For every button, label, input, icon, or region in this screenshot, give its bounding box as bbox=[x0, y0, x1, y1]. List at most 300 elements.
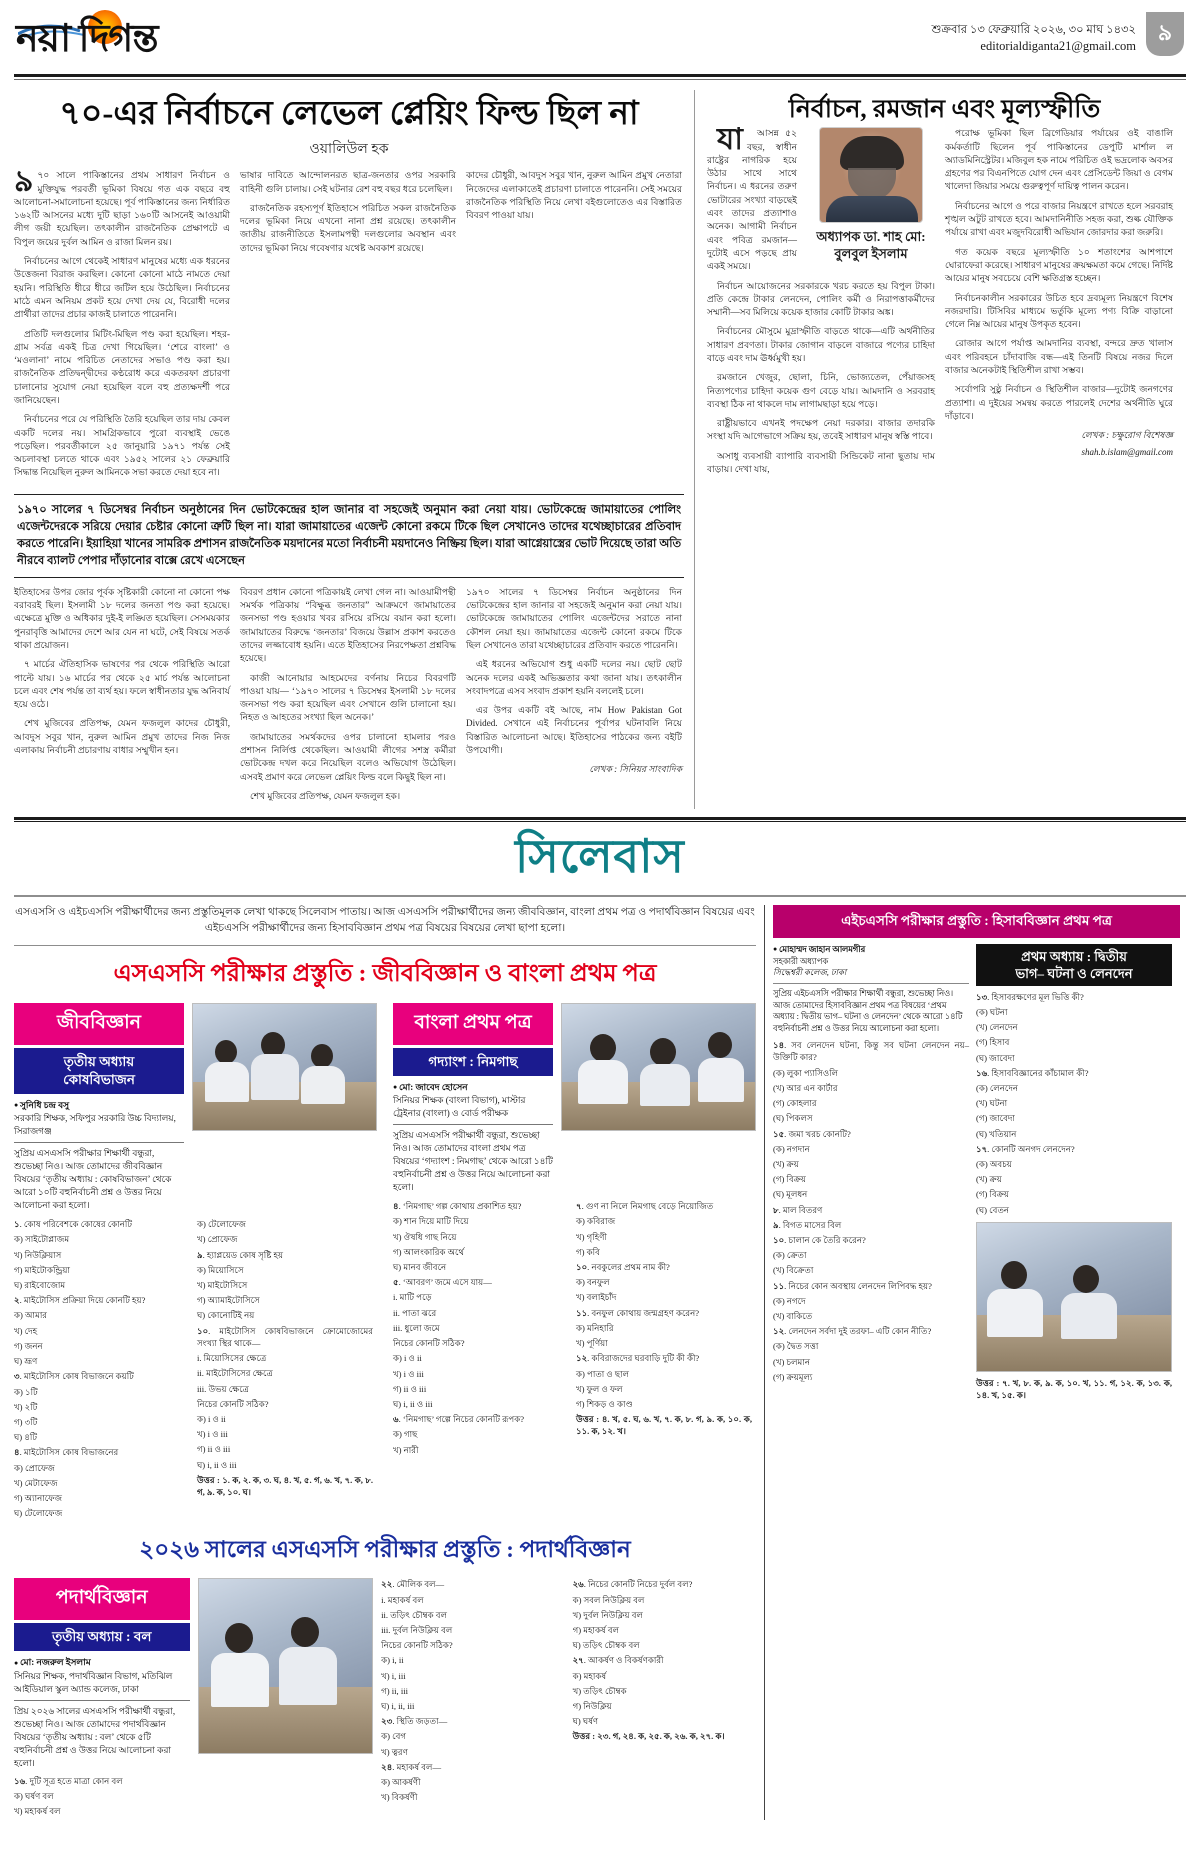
paragraph: রোজার আগে পর্যাপ্ত আমদানির ব্যবস্থা, বন্দরে দ্রুত খালাস এবং পরিবহনে চাঁদাবাজি বন্ধ—এই তিনটি বিষয়ে নজর দিলে বাজার অনেকটাই স্থিতিশীল রাখা সম্ভব। bbox=[945, 338, 1173, 375]
q-number: ১০ bbox=[773, 1234, 785, 1245]
author-block bbox=[807, 127, 935, 262]
option: ক) ১টি bbox=[14, 1386, 38, 1397]
biology-tags bbox=[14, 1003, 184, 1212]
q-text: আকর্ষণ ও বিকর্ষণকারী bbox=[588, 1655, 664, 1666]
classroom-photo-biology bbox=[192, 1003, 377, 1131]
photo-student-body bbox=[279, 1647, 337, 1705]
q-text: কোষ পরিবেশকে কোষের কোনটি bbox=[23, 1219, 133, 1230]
paragraph: সর্বোপরি সুষ্ঠু নির্বাচন ও স্থিতিশীল বাজার—দুটোই জনগণের প্রত্যাশা। এ দুইয়ের সমন্বয় করতে পারলেই দেশের অর্থনীতি ঘুরে দাঁড়াবে। bbox=[945, 384, 1173, 421]
option: ঘ) তড়িৎ চৌম্বক বল bbox=[572, 1640, 640, 1651]
option: খ) বিকর্ষণী bbox=[381, 1792, 418, 1803]
q-text: মহাকর্ষ বল— bbox=[396, 1761, 442, 1772]
option: (ক) লুকা প্যাসিওলি bbox=[773, 1067, 839, 1078]
option: খ) বলাইচাঁদ bbox=[576, 1292, 617, 1303]
masthead-meta bbox=[931, 12, 1136, 54]
q-text: মাইটোসিস কোষবিভাজনে ক্রোমোজোমের সংখ্যা স্থির থাকে— bbox=[197, 1325, 374, 1348]
option: (ক) নগদে bbox=[773, 1295, 806, 1306]
q-text: স্থিতি জড়তা— bbox=[396, 1716, 448, 1727]
chapter-line-1: তৃতীয় অধ্যায় bbox=[63, 1053, 135, 1069]
hsc-questions-right: ১৩. হিসাবরক্ষণের মূল ভিত্তি কী? (ক) ঘটনা (খ) লেনদেন (গ) হিসাব (ঘ) জাবেদা ১৬. হিসাববিজ্ঞানের কাঁচামাল কী? (ক) লেনদেন (খ) ঘটনা (গ) জাবেদা (ঘ) খতিয়ান ১৭. কোনটি অনগদ লেনদেন? (ক) অবচয় (খ) ক্রয় (গ) বিক্রয় (ঘ) বেতন bbox=[976, 991, 1172, 1216]
option: ঘ) টেলোফেজ bbox=[14, 1508, 63, 1519]
article-left bbox=[14, 90, 684, 809]
q-number: ৩ bbox=[14, 1371, 20, 1382]
paragraph: নির্বাচনের মৌসুমে মুদ্রাস্ফীতি বাড়তে থাকে—এটি অর্থনীতির সাধারণ প্রবণতা। টাকার জোগান বাড়লে বাজারে পণ্যের চাহিদা বাড়ে এবং দাম ঊর্ধ্বমুখী হয়। bbox=[707, 326, 935, 363]
bangla-q-column-right bbox=[576, 1200, 752, 1458]
physics-q-column-a bbox=[381, 1578, 564, 1820]
photo-student-body bbox=[301, 1066, 345, 1104]
option: (খ) লেনদেন bbox=[976, 1022, 1018, 1033]
newspaper-logo[interactable] bbox=[16, 12, 226, 66]
masthead-rule-thin bbox=[14, 79, 1186, 80]
paragraph: নির্বাচন আয়োজনের সরকারকে খরচ করতে হয় বিপুল টাকা। প্রতি কেন্দ্রে টাকার লেনদেন, পোলিং কর্মী ও নিরাপত্তাকর্মীদের সম্মানী—সব মিলিয়ে কয়েক হাজার কোটি টাকার অঙ্ক। bbox=[707, 280, 935, 318]
option: খ) ফুল ও ফল bbox=[576, 1383, 623, 1394]
option: (গ) বিক্রয় bbox=[976, 1189, 1009, 1200]
option: (খ) ক্রয় bbox=[976, 1174, 1002, 1185]
paragraph: রমজানে খেজুর, ছোলা, চিনি, ভোজ্যতেল, পেঁয়াজসহ নিত্যপণ্যের চাহিদা কয়েক গুণ বেড়ে যায়। আমদানি ও সরবরাহ ব্যবস্থা ঠিক না থাকলে দাম লাগামছাড়া হয়ে পড়ে। bbox=[707, 372, 935, 409]
paragraph: জামায়াতের সমর্থকদের ওপর চালানো হামলার পরও প্রশাসন নির্লিপ্ত থেকেছিল। আওয়ামী লীগের সশস্ত্র কর্মীরা ভোটকেন্দ্র দখল করে নিয়েছিল বলেও অভিযোগ উঠেছিল। এসবই প্রমাণ করে লেভেল প্লেয়িং ফিল্ড বলে কিছুই ছিল না। bbox=[240, 731, 456, 782]
physics-q-column-b bbox=[573, 1578, 756, 1820]
q-text: নিচের কোনটি নিচের দুর্বল বল? bbox=[588, 1579, 693, 1590]
physics-q-first: ১৬. দুটি সূত্র হতে মাত্রা কোন বল ক) ঘর্ষণ বল খ) মহাকর্ষ বল bbox=[14, 1775, 190, 1818]
photo-student-head bbox=[1073, 1265, 1099, 1293]
q-text: হিসাববিজ্ঞানের কাঁচামাল কী? bbox=[991, 1067, 1089, 1078]
syllabus-rule bbox=[14, 895, 1186, 897]
option: i. মিয়োসিসের ক্ষেত্রে bbox=[197, 1353, 267, 1364]
sub-question: নিচের কোনটি সঠিক? bbox=[381, 1640, 453, 1651]
option: (ক) ঘটনা bbox=[976, 1007, 1008, 1018]
q-number: ৯ bbox=[197, 1249, 203, 1260]
divider bbox=[14, 1142, 184, 1143]
ssc-two-subjects bbox=[14, 1003, 756, 1523]
paragraph: বিবরণ প্রধান কোনো পত্রিকায়ই লেখা গেল না। আওয়ামীপন্থী সমর্থক পত্রিকায় “বিক্ষুব্ধ জনতার” আক্রমণে জামায়াতের জনসভা পণ্ড হওয়ার খবর রসিয়ে রসিয়ে বয়ান করা হলো। জামায়াতের বিরুদ্ধে ‘জনতার’ বিজয়ে উল্লাস প্রকাশ করতেও তাদের লজ্জাবোধ হয়নি। এতে ইতিহাসের নিরপেক্ষতা প্রশ্নবিদ্ধ হয়েছে। bbox=[240, 586, 456, 664]
hsc-section bbox=[764, 905, 1180, 1821]
photo-hair bbox=[840, 136, 904, 170]
option: ক) প্রোফেজ bbox=[14, 1462, 55, 1473]
q-number: ১০ bbox=[197, 1325, 209, 1336]
biology-q-column-left bbox=[14, 1218, 190, 1522]
bangla-teacher bbox=[393, 1081, 553, 1194]
paragraph: অসাধু ব্যবসায়ী ব্যাপারি ব্যবসায়ী সিন্ডিকেট নানা ছুতায় দাম বাড়ায়। দেখা যায়, bbox=[707, 450, 935, 475]
biology-subject-tag: জীববিজ্ঞান bbox=[14, 1003, 184, 1045]
article-left-signature: লেখক : সিনিয়র সাংবাদিক bbox=[589, 764, 682, 775]
photo-student-body bbox=[578, 1060, 628, 1104]
option: ক) আমার bbox=[14, 1310, 48, 1321]
option: খ) মহাকর্ষ বল bbox=[14, 1806, 61, 1817]
article-column-6 bbox=[466, 586, 682, 809]
option: ক) i, ii bbox=[381, 1655, 404, 1666]
photo-student-head bbox=[215, 1040, 237, 1064]
option: গ) অ্যানাফেজ bbox=[14, 1492, 63, 1503]
paragraph: ১৯৭০ সালের ৭ ডিসেম্বর নির্বাচন অনুষ্ঠানের দিন ভোটকেন্দ্রের হাল জানার বা সহজেই অনুমান করা নেয়া যায়। ভোটকেন্দ্রে জামায়াতের পোলিং এজেন্টদের সরাতে নানা কৌশল নেয়া হয়। জামায়াতের এজেন্ট কোনো রকমে টিকে ছিল সেখানেও তারা যথেচ্ছাচারের প্রতিবাদ করতে পারেননি। bbox=[466, 586, 682, 650]
biology-intro: সুপ্রিয় এসএসসি পরীক্ষার শিক্ষার্থী বন্ধুরা, শুভেচ্ছা নিও। আজ তোমাদের জীববিজ্ঞান বিষয়ের ‘তৃতীয় অধ্যায় : কোষবিভাজন’ থেকে আরো ১০টি বহুনির্বাচনী প্রশ্ন ও উত্তর নিয়ে আলোচনা করা হলো। bbox=[14, 1148, 172, 1211]
photo-student-head bbox=[291, 1617, 319, 1647]
q-number: ১১ bbox=[576, 1307, 588, 1318]
option: খ) i ও iii bbox=[197, 1429, 228, 1440]
paragraph: ইতিহাসের উপর জোর পূর্বক সৃষ্টিকারী কোনো না কোনো পক্ষ বরাবরই ছিল। ইসলামী ১৮ দলের জনতা পণ্ড করা হয়েছে। এক্ষেত্রে মুক্তি ও অধিকার দুই-ই লঙ্ঘিত হয়েছিল। সেসময়কার পুনরাবৃত্তি আমাদের দেশে আর যেন না ঘটে, সেই বিষয়ে সতর্ক থাকা প্রয়োজন। bbox=[14, 586, 230, 650]
paragraph: রাজনৈতিক রহস্যপূর্ণ ইতিহাসে পরিচিত সকল রাজনৈতিক দলের ভূমিকা নিয়ে এখনো নানা প্রশ্ন রয়েছে। তৎকালীন জাতীয় রাজনীতিতে ইসলামপন্থী দলগুলোর অবস্থান এবং তাদের ভূমিকা নিয়ে গবেষণার যথেষ্ট অবকাশ রয়েছে। bbox=[240, 202, 456, 253]
option: (ক) লেনদেন bbox=[976, 1083, 1019, 1094]
bangla-block bbox=[393, 1003, 756, 1523]
option: ক) সবল নিউক্লিয় বল bbox=[572, 1594, 645, 1605]
option: ঘ) রাইবোজোম bbox=[14, 1280, 66, 1291]
q-number: ৯ bbox=[773, 1219, 779, 1230]
option: ক) ঘর্ষণ বল bbox=[14, 1790, 54, 1801]
physics-teacher bbox=[14, 1656, 190, 1769]
photo-student-head bbox=[650, 1038, 676, 1066]
biology-chapter-tag bbox=[14, 1048, 184, 1094]
q-text: হ্যাপ্লয়েড কোষ সৃষ্টি হয় bbox=[206, 1249, 284, 1260]
option: ক) বেগ bbox=[381, 1731, 407, 1742]
editorial-email[interactable]: editorialdiganta21@gmail.com bbox=[980, 39, 1136, 53]
q-text: নবকুলের প্রথম নাম কী? bbox=[591, 1262, 670, 1273]
option: ক) মনিহারি bbox=[576, 1322, 614, 1333]
option: (গ) হিসাব bbox=[976, 1037, 1010, 1048]
bangla-chapter-tag: গদ্যাংশ : নিমগাছ bbox=[393, 1048, 553, 1076]
classroom-photo-bangla bbox=[561, 1003, 756, 1131]
option: (ক) নগদান bbox=[773, 1143, 810, 1154]
classroom-photo-physics bbox=[198, 1578, 374, 1754]
author-photo bbox=[819, 127, 923, 223]
paragraph: যাআসন্ন ৫২ বছর, স্বাধীন রাষ্ট্রের নাগরিক হয়ে উঠার সাথে সাথে নির্বাচন। এ ধরনের তরুণ ভোটারের সংখ্যা বাড়ছেই এবং তাদের প্রত্যাশাও অনেক। আগামী নির্বাচন এবং পবিত্র রমজান—দুটোই এসে পড়ছে প্রায় একই সময়ে। bbox=[707, 123, 797, 272]
q-text: বনফুল কোথায় জন্মগ্রহণ করেন? bbox=[591, 1307, 700, 1318]
q-number: ২৩ bbox=[381, 1716, 393, 1727]
ssc-heading: এসএসসি পরীক্ষার প্রস্তুতি : জীববিজ্ঞান ও বাংলা প্রথম পত্র bbox=[113, 960, 657, 987]
option: ii. তড়িৎ চৌম্বক বল bbox=[381, 1609, 447, 1620]
option: (ঘ) বেতন bbox=[976, 1204, 1010, 1215]
hsc-intro: সুপ্রিয় এইচএসসি পরীক্ষার শিক্ষার্থী বন্ধুরা, শুভেচ্ছা নিও। আজ তোমাদের হিসাববিজ্ঞান প্রথম পত্র বিষয়ের ‘প্রথম অধ্যায় : দ্বিতীয় ভাগ– ঘটনা ও লেনদেন’ থেকে আরো ১৪টি বহুনির্বাচনী প্রশ্ন ও উত্তর নিয়ে আলোচনা করা হলো। bbox=[773, 988, 963, 1033]
bangla-subject-tag: বাংলা প্রথম পত্র bbox=[393, 1003, 553, 1045]
option: ক) সাইটোপ্লাজম bbox=[14, 1234, 70, 1245]
paragraph: কাদের চৌধুরী, আবদুস সবুর খান, নুরুল আমিন প্রমুখ নেতারা নিজেদের এলাকাতেই প্রচারণা চালাতে পারেননি। সেই সময়ের রাজনৈতিক পরিস্থিতি নিয়ে লেখা বইগুলোতেও এর বিস্তারিত বিবরণ পাওয়া যায়। bbox=[466, 170, 683, 221]
option: iii. দুর্বল নিউক্লিয় বল bbox=[381, 1624, 453, 1635]
paragraph: নির্বাচনের আগে থেকেই সাধারণ মানুষের মধ্যে এক ধরনের উত্তেজনা বিরাজ করছিল। কোনো কোনো মাঠে নামতে দেয়া হয়নি। পরিস্থিতি ধীরে ধীরে জটিল হয়ে উঠেছিল। নির্বাচনের মাঠে এমন অনিয়ম প্রকট হয়ে দেখা দেয় যে, বিরোধী দলের প্রার্থীরা তাদের প্রচার কাজই চালাতে পারেননি। bbox=[14, 256, 230, 320]
q-number: ৫ bbox=[393, 1277, 399, 1288]
option: গ) ii, iii bbox=[381, 1685, 409, 1696]
option: (খ) ক্রয় bbox=[773, 1158, 799, 1169]
article-column-1 bbox=[14, 165, 230, 486]
article-right-columns bbox=[707, 123, 1182, 482]
answer-key: উত্তর : ৭. খ, ৮. ক, ৯. ক, ১০. খ, ১১. গ, ১২. ক, ১৩. ক, ১৪. খ, ১৫. ক। bbox=[976, 1377, 1172, 1401]
paragraph: নির্বাচনকালীন সরকারের উচিত হবে দ্রব্যমূল্য নিয়ন্ত্রণে বিশেষ নজরদারি। টিসিবির মাধ্যমে ভর্তুকি মূল্যে পণ্য বিক্রি বাড়ানো গেলে নিম্ন আয়ের মানুষ উপকৃত হবেন। bbox=[945, 292, 1173, 330]
option: খ) গৃহিণী bbox=[576, 1231, 607, 1242]
hsc-column-right bbox=[976, 944, 1172, 1404]
bangla-intro: সুপ্রিয় এসএসসি পরীক্ষার্থী বন্ধুরা, শুভেচ্ছা নিও। আজ তোমাদের বাংলা প্রথম পত্র বিষয়ের ‘গদ্যাংশ : নিমগাছ’ থেকে আরো ১৪টি বহুনির্বাচনী প্রশ্ন ও উত্তর নিয়ে আলোচনা করা হলো। bbox=[393, 1130, 553, 1193]
article-left-headline: ৭০-এর নির্বাচনে লেভেল প্লেয়িং ফিল্ড ছিল না bbox=[59, 96, 639, 132]
answer-key: উত্তর : ৪. খ, ৫. ঘ, ৬. খ, ৭. ক, ৮. গ, ৯. ক, ১০. ক, ১১. ক, ১২. খ। bbox=[576, 1414, 752, 1437]
q-number: ১৬ bbox=[976, 1067, 988, 1078]
paragraph: গত কয়েক বছরে মূল্যস্ফীতি ১০ শতাংশের আশপাশে ঘোরাফেরা করেছে। সাধারণ মানুষের ক্রয়ক্ষমতা কমে গেছে। নির্দিষ্ট আয়ের মানুষ সবচেয়ে বেশি ক্ষতিগ্রস্ত হচ্ছেন। bbox=[945, 246, 1173, 284]
chapter-line-2: কোষবিভাজন bbox=[63, 1071, 135, 1087]
classroom-photo-hsc bbox=[976, 1222, 1172, 1372]
photo-student-body bbox=[1061, 1293, 1117, 1339]
question-list: ৪. ‘নিমগাছ’ গল্প কোথায় প্রকাশিত হয়? ক) শান দিয়ে মাটি দিয়ে খ) ঔষধি গাছ নিয়ে গ) আলংকারিক অর্থে ঘ) মানব জীবনে ৫. ‘আবরণ’ জমে এসে যায়— i. মাটি পড়ে ii. পাতা ঝরে iii. ধুলো জমে নিচের কোনটি সঠিক? ক) i ও ii খ) i ও iii গ) ii ও iii ঘ) i, ii ও iii ৬. ‘নিমগাছ’ গল্পে নিচের কোনটি রূপক? ক) গাছ খ) নারী bbox=[393, 1200, 569, 1455]
biology-q-column-right bbox=[197, 1218, 373, 1522]
teacher-role-line-2: সিদ্ধেশ্বরী কলেজ, ঢাকা bbox=[773, 968, 847, 978]
q-number: ১৩ bbox=[976, 991, 988, 1002]
paragraph: এর উপর একটি বই আছে, নাম How Pakistan Got Divided. সেখানে এই নির্বাচনের পূর্বাপর ঘটনাবলি নিয়ে বিস্তারিত আলোচনা আছে। ইতিহাসের পাঠকের জন্য বইটি উপযোগী। bbox=[466, 705, 682, 756]
paragraph: প্রতিটি দলগুলোর মিটিং-মিছিল পণ্ড করা হয়েছিল। শহর-গ্রাম সর্বত্র একই চিত্র দেখা গিয়েছিল। ‘শেরে বাংলা’ ও ‘মওলানা’ নামে পরিচিত নেতাদের সভাও পণ্ড করা হয়। রাজনৈতিক প্রতিদ্বন্দ্বীদের কণ্ঠরোধ করে একতরফা প্রচারণা চালানোর সুযোগ নেয়া হয়েছিল বলে বহু প্রত্যক্ষদর্শী পরে জানিয়েছেন। bbox=[14, 328, 230, 405]
option: খ) নারী bbox=[393, 1444, 419, 1455]
option: খ) দেহ bbox=[14, 1325, 38, 1336]
q-text: নিচের কোন অবস্থায় লেনদেন লিপিবদ্ধ হয়? bbox=[788, 1280, 932, 1291]
option: ঘ) i, ii ও iii bbox=[393, 1398, 433, 1409]
logo-text: নয়া দিগন্ত bbox=[16, 18, 158, 60]
option: গ) ৩টি bbox=[14, 1416, 38, 1427]
option: (খ) বিক্রেতা bbox=[773, 1265, 814, 1276]
bangla-questions bbox=[393, 1200, 756, 1458]
teacher-role: সরকারি শিক্ষক, সফিপুর সরকারি উচ্চ বিদ্যালয়, সিরাজগঞ্জ bbox=[14, 1113, 176, 1137]
option: (ঘ) জাবেদা bbox=[976, 1052, 1015, 1063]
option: (খ) ঘটনা bbox=[976, 1098, 1008, 1109]
question-list: ৭. গুণ না নিলে নিমগাছ বেড়ে নিয়োজিত ক) কবিরাজ খ) গৃহিণী গ) কবি ১০. নবকুলের প্রথম নাম কী? ক) বনফুল খ) বলাইচাঁদ ১১. বনফুল কোথায় জন্মগ্রহণ করেন? ক) মনিহারি খ) পূর্ণিয়া ১২. কবিরাজদের ঘরবাড়ি দুটি কী কী? ক) পাতা ও ছাল খ) ফুল ও ফল গ) শিকড় ও কাণ্ড উত্তর : ৪. খ, ৫. ঘ, ৬. খ, ৭. ক, ৮. গ, ৯. ক, ১০. ক, ১১. ক, ১২. খ। bbox=[576, 1201, 752, 1437]
masthead bbox=[14, 0, 1186, 72]
paragraph: কাজী আনোয়ার আহমেদের বর্ণনায় নিচের বিবরণটি পাওয়া যায়— ‘১৯৭০ সালের ৭ ডিসেম্বর ইসলামী ১৮ দলের জনসভা পণ্ড করা হয়েছিল এবং সেখানে গুলি চালানো হয়। নিহত ও আহতের সংখ্যা ছিল অনেক।’ bbox=[240, 672, 456, 723]
question-list: ক) টেলোফেজ খ) প্রোফেজ ৯. হ্যাপ্লয়েড কোষ সৃষ্টি হয় ক) মিয়োসিসে খ) মাইটোসিসে গ) অ্যামাইটোসিসে ঘ) কোনোটিই নয় ১০. মাইটোসিস কোষবিভাজনে ক্রোমোজোমের সংখ্যা স্থির থাকে— i. মিয়োসিসের ক্ষেত্রে ii. মাইটোসিসের ক্ষেত্রে iii. উভয় ক্ষেত্রে নিচের কোনটি সঠিক? ক) i ও ii খ) i ও iii গ) ii ও iii ঘ) i, ii ও iii উত্তর : ১. ক, ২. ক, ৩. ঘ, ৪. খ, ৫. গ, ৬. খ, ৭. ক, ৮. গ, ৯. ক, ১০. ঘ। bbox=[197, 1219, 374, 1497]
chapter-line-2: ভাগ– ঘটনা ও লেনদেন bbox=[1015, 965, 1133, 981]
publication-date: শুক্রবার ১৩ ফেব্রুয়ারি ২০২৬, ৩০ মাঘ ১৪৩২ bbox=[931, 24, 1136, 36]
q-text: বিগত মাসের বিল bbox=[782, 1219, 842, 1230]
teacher-name: ● মোহাম্মদ জাহান আলমগীর bbox=[773, 944, 969, 956]
option: ক) i ও ii bbox=[393, 1353, 422, 1364]
bangla-tags bbox=[393, 1003, 553, 1194]
bangla-header-row bbox=[393, 1003, 756, 1194]
sub-question: নিচের কোনটি সঠিক? bbox=[393, 1338, 465, 1349]
q-number: ৭ bbox=[576, 1201, 582, 1212]
q-text: দুটি সূত্র হতে মাত্রা কোন বল bbox=[29, 1775, 123, 1786]
option: (গ) জাবেদা bbox=[976, 1113, 1015, 1124]
paragraph: শেখ মুজিবের প্রতিপক্ষ, যেমন ফজলুল কাদের চৌধুরী, আবদুস সবুর খান, নুরুল আমিন প্রমুখ তাদের নিজ নিজ এলাকায় নির্বাচনী প্রচারণায় বাধার সম্মুখীন হন। bbox=[14, 718, 230, 756]
q-text: ‘আবরণ’ জমে এসে যায়— bbox=[402, 1277, 492, 1288]
q-number: ৮ bbox=[773, 1204, 779, 1215]
option: খ) তড়িৎ চৌম্বক bbox=[572, 1685, 627, 1696]
q-number: ১১ bbox=[773, 1280, 785, 1291]
article-column-4 bbox=[14, 586, 230, 809]
option: (গ) ক্রয়মূল্য bbox=[773, 1371, 813, 1382]
syllabus-body bbox=[14, 905, 1186, 1821]
option: গ) কবি bbox=[576, 1246, 600, 1257]
option: খ) মেটাফেজ bbox=[14, 1477, 58, 1488]
article-right-column-2 bbox=[945, 127, 1173, 482]
teacher-role-line-1: সহকারী অধ্যাপক bbox=[773, 956, 829, 966]
option: ঘ) মানব জীবনে bbox=[393, 1262, 447, 1273]
article-left-columns-top bbox=[14, 165, 684, 486]
option: ii. পাতা ঝরে bbox=[393, 1307, 437, 1318]
q-number: ২২ bbox=[381, 1579, 393, 1590]
q-text: মাইটোসিস কোষ বিভাজনের bbox=[23, 1447, 119, 1458]
physics-tags bbox=[14, 1578, 190, 1820]
answer-key: উত্তর : ২৩. গ, ২৪. ক, ২৫. ক, ২৬. ক, ২৭. ক। bbox=[572, 1731, 725, 1742]
question-list: ২২. মৌলিক বল— i. মহাকর্ষ বল ii. তড়িৎ চৌম্বক বল iii. দুর্বল নিউক্লিয় বল নিচের কোনটি সঠিক? ক) i, ii খ) i, iii গ) ii, iii ঘ) i, ii, iii ২৩. স্থিতি জড়তা— ক) বেগ খ) ত্বরণ ২৪. মহাকর্ষ বল— ক) আকর্ষণী খ) বিকর্ষণী bbox=[381, 1578, 564, 1803]
paragraph: ভাষার দাবিতে আন্দোলনরত ছাত্র-জনতার ওপর সরকারি বাহিনী গুলি চালায়। সেই ঘটনার রেশ বহু বছর ধরে চলেছিল। bbox=[240, 170, 456, 194]
q-text: ‘নিমগাছ’ গল্পে নিচের কোনটি রূপক? bbox=[402, 1414, 525, 1425]
option: ii. মাইটোসিসের ক্ষেত্রে bbox=[197, 1368, 273, 1379]
option: i. মাটি পড়ে bbox=[393, 1292, 432, 1303]
paragraph: নির্বাচনের পরে যে পরিস্থিতি তৈরি হয়েছিল তার দায় কেবল একটি দলের নয়। সামগ্রিকভাবে পুরো ব্যবস্থাই ভেঙে পড়েছিল। পরবর্তীকালে ২৫ জানুয়ারি ১৯৭১ পর্যন্ত সেই অচলাবস্থা চলতে থাকে এবং ১৯৫২ সালের ২১ ফেব্রুয়ারি সিদ্ধান্ত নিয়েছিল নুরুল আমিনকে সভা করতে দেয়া হবে না। bbox=[14, 414, 230, 478]
syllabus-intro: এসএসসি ও এইচএসসি পরীক্ষার্থীদের জন্য প্রস্তুতিমূলক লেখা থাকছে সিলেবাস পাতায়। আজ এসএসসি পরীক্ষার্থীদের জন্য জীববিজ্ঞান, বাংলা প্রথম পত্র ও পদার্থবিজ্ঞান বিষয়ের এবং এইচএসসি পরীক্ষার্থীদের জন্য হিসাববিজ্ঞান প্রথম পত্র বিষয়ের বিষয়ের লেখা ছাপা হলো। bbox=[14, 905, 756, 946]
paragraph: শেখ মুজিবের প্রতিপক্ষ, যেমন ফজলুল হক। bbox=[250, 790, 401, 801]
q-number: ২৬ bbox=[572, 1579, 584, 1590]
option: (ঘ) মূলধন bbox=[773, 1189, 808, 1200]
ssc-section bbox=[14, 905, 756, 1821]
option: খ) ঔষধি গাছ নিয়ে bbox=[393, 1231, 457, 1242]
article-column-3 bbox=[466, 169, 682, 486]
q-text: কবিরাজদের ঘরবাড়ি দুটি কী কী? bbox=[591, 1353, 700, 1364]
option: খ) i ও iii bbox=[393, 1368, 424, 1379]
option: iii. উভয় ক্ষেত্রে bbox=[197, 1383, 249, 1394]
option: ঘ) i, ii, iii bbox=[381, 1700, 415, 1711]
physics-block bbox=[14, 1578, 756, 1820]
option: ক) মহাকর্ষ bbox=[572, 1670, 607, 1681]
top-articles bbox=[14, 90, 1186, 809]
divider bbox=[773, 983, 969, 984]
photo-student-head bbox=[708, 1032, 732, 1058]
author-name-line-1: অধ্যাপক ডা. শাহ মো: bbox=[816, 229, 926, 245]
teacher-name: ● মো: নজরুল ইসলাম bbox=[14, 1656, 190, 1669]
answer-key: উত্তর : ১. ক, ২. ক, ৩. ঘ, ৪. খ, ৫. গ, ৬. খ, ৭. ক, ৮. গ, ৯. ক, ১০. ঘ। bbox=[197, 1474, 373, 1497]
q-number: ১৪ bbox=[773, 1040, 785, 1051]
option: গ) ii ও iii bbox=[197, 1444, 231, 1455]
option: গ) জনন bbox=[14, 1340, 43, 1351]
paragraph: এই ধরনের অভিযোগ শুধু একটি দলের নয়। ছোট ছোট অনেক দলের একই অভিজ্ঞতার কথা জানা যায়। তৎকালীন সংবাদপত্রে এসব সংবাদ প্রকাশ হয়নি বললেই চলে। bbox=[466, 659, 682, 696]
hsc-answer-block bbox=[976, 1377, 1172, 1401]
option: (খ) আর এন কার্টার bbox=[773, 1082, 838, 1093]
photo-student-head bbox=[311, 1044, 333, 1068]
option: (গ) বিক্রয় bbox=[773, 1174, 806, 1185]
option: খ) পূর্ণিয়া bbox=[576, 1338, 608, 1349]
chapter-line-1: প্রথম অধ্যায় : দ্বিতীয় bbox=[1021, 948, 1127, 964]
option: খ) মাইটোসিসে bbox=[197, 1280, 248, 1291]
physics-heading: ২০২৬ সালের এসএসসি পরীক্ষার প্রস্তুতি : পদার্থবিজ্ঞান bbox=[139, 1537, 631, 1563]
teacher-name: ● মো: জাবেদ হোসেন bbox=[393, 1081, 553, 1094]
option: ক) পাতা ও ছাল bbox=[576, 1368, 630, 1379]
option: ক) শান দিয়ে মাটি দিয়ে bbox=[393, 1216, 469, 1227]
physics-intro: প্রিয় ২০২৬ সালের এসএসসি পরীক্ষার্থী বন্ধুরা, শুভেচ্ছা নিও। আজ তোমাদের পদার্থবিজ্ঞান বিষয়ের ‘তৃতীয় অধ্যায় : বল’ থেকে ৫টি বহুনির্বাচনী প্রশ্ন ও উত্তর নিয়ে আলোচনা করা হলো। bbox=[14, 1705, 176, 1768]
teacher-role: সিনিয়র শিক্ষক (বাংলা বিভাগ), মাস্টার ট্রেইনার (বাংলা) ও বোর্ড পরীক্ষক bbox=[393, 1095, 526, 1119]
option: গ) মাইটোকন্ড্রিয়া bbox=[14, 1264, 70, 1275]
teacher-name: ● সুনিধি চন্দ্র বসু bbox=[14, 1099, 184, 1112]
biology-teacher bbox=[14, 1099, 184, 1212]
option: ক) i ও ii bbox=[197, 1413, 226, 1424]
q-number: ৪ bbox=[14, 1447, 20, 1458]
option: গ) শিকড় ও কাণ্ড bbox=[576, 1398, 633, 1409]
q-number: ১ bbox=[14, 1219, 20, 1230]
q-text: সব লেনদেন ঘটনা, কিন্তু সব ঘটনা লেনদেন নয়– উক্তিটি কার? bbox=[773, 1040, 969, 1063]
hsc-teacher bbox=[773, 944, 969, 1034]
bangla-q-column-left bbox=[393, 1200, 569, 1458]
teacher-role: সিনিয়র শিক্ষক, পদার্থবিজ্ঞান বিভাগ, মতিঝিল আইডিয়াল স্কুল অ্যান্ড কলেজ, ঢাকা bbox=[14, 1670, 173, 1694]
q-number: ২ bbox=[14, 1295, 20, 1306]
paragraph: রাষ্ট্রীয়ভাবে এখনই পদক্ষেপ নেয়া দরকার। বাজার তদারকি সংস্থা যদি আগেভাগে সক্রিয় হয়, তবেই সাধারণ মানুষ স্বস্তি পাবে। bbox=[707, 418, 935, 442]
option: গ) অ্যামাইটোসিসে bbox=[197, 1295, 260, 1306]
physics-subject-tag: পদার্থবিজ্ঞান bbox=[14, 1578, 190, 1620]
biology-block bbox=[14, 1003, 377, 1523]
photo-shirt bbox=[826, 196, 918, 222]
q-number: ১৭ bbox=[976, 1143, 988, 1154]
option: খ) ত্বরণ bbox=[381, 1746, 408, 1757]
option: ঘ) কোনোটিই নয় bbox=[197, 1310, 255, 1321]
page-number-badge: ৯ bbox=[1146, 12, 1184, 56]
q-text: মাইটোসিস প্রক্রিয়া দিয়ে কোনটি হয়? bbox=[23, 1295, 146, 1306]
q-number: ১০ bbox=[576, 1262, 588, 1273]
option: (খ) বাকিতে bbox=[773, 1310, 813, 1321]
q-text: জমা খরচ কোনটি? bbox=[788, 1128, 851, 1139]
divider bbox=[14, 1700, 190, 1701]
paragraph: ৭ মার্চের ঐতিহাসিক ভাষণের পর থেকে পরিস্থিতি আরো পাল্টে যায়। ১৬ মার্চের পর থেকে ২৫ মার্চ পর্যন্ত আলোচনা চলে এবং শেষ পর্যন্ত তা ব্যর্থ হয়। ফলে স্বাধীনতার যুদ্ধ অনিবার্য হয়ে ওঠে। bbox=[14, 659, 230, 710]
photo-student-body bbox=[640, 1064, 690, 1106]
q-text: ‘নিমগাছ’ গল্প কোথায় প্রকাশিত হয়? bbox=[402, 1201, 522, 1212]
photo-student-body bbox=[211, 1653, 269, 1707]
option: (গ) কোহলার bbox=[773, 1098, 817, 1109]
hsc-questions-left: ১৪. সব লেনদেন ঘটনা, কিন্তু সব ঘটনা লেনদেন নয়– উক্তিটি কার? (ক) লুকা প্যাসিওলি (খ) আর এন কার্টার (গ) কোহলার (ঘ) পিকলস ১৫. জমা খরচ কোনটি? (ক) নগদান (খ) ক্রয় (গ) বিক্রয় (ঘ) মূলধন ৮. মাল বিতরণ ৯. বিগত মাসের বিল ১০. চালান কে তৈরি করেন? (ক) ক্রেতা (খ) বিক্রেতা ১১. নিচের কোন অবস্থায় লেনদেন লিপিবদ্ধ হয়? (ক) নগদে (খ) বাকিতে ১২. লেনদেন সর্বদা দুই তরফা– এটি কোন নীতি? (ক) দ্বৈত সত্তা (খ) চলমান (গ) ক্রয়মূল্য bbox=[773, 1040, 969, 1382]
option: (খ) চলমান bbox=[773, 1356, 810, 1367]
masthead-right bbox=[931, 12, 1184, 56]
option: ক) কবিরাজ bbox=[576, 1216, 616, 1227]
option: ক) আকর্ষণী bbox=[381, 1776, 421, 1787]
article-column-5 bbox=[240, 586, 456, 809]
option: খ) ২টি bbox=[14, 1401, 38, 1412]
option: ঘ) i, ii ও iii bbox=[197, 1459, 237, 1470]
option: গ) মহাকর্ষ বল bbox=[572, 1624, 620, 1635]
hsc-title: এইচএসসি পরীক্ষার প্রস্তুতি : হিসাববিজ্ঞান প্রথম পত্র bbox=[773, 905, 1180, 938]
hsc-chapter-box bbox=[976, 944, 1172, 986]
q-text: গুণ না নিলে নিমগাছ বেড়ে নিয়োজিত bbox=[585, 1201, 714, 1212]
author-name bbox=[816, 228, 925, 262]
option: খ) i, iii bbox=[381, 1670, 406, 1681]
option: গ) ii ও iii bbox=[393, 1383, 427, 1394]
q-number: ১৬ bbox=[14, 1775, 26, 1786]
option: (ঘ) খতিয়ান bbox=[976, 1128, 1017, 1139]
option: ঘ) ৪টি bbox=[14, 1432, 38, 1443]
option: গ) আলংকারিক অর্থে bbox=[393, 1246, 465, 1257]
q-text: চালান কে তৈরি করেন? bbox=[788, 1234, 866, 1245]
q-text: লেনদেন সর্বদা দুই তরফা– এটি কোন নীতি? bbox=[788, 1326, 932, 1337]
photo-student-body bbox=[987, 1289, 1043, 1337]
q-number: ৪ bbox=[393, 1201, 399, 1212]
option: ক) টেলোফেজ bbox=[197, 1219, 246, 1230]
question-list: ১. কোষ পরিবেশকে কোষের কোনটি ক) সাইটোপ্লাজম খ) নিউক্লিয়াস গ) মাইটোকন্ড্রিয়া ঘ) রাইবোজোম ২. মাইটোসিস প্রক্রিয়া দিয়ে কোনটি হয়? ক) আমার খ) দেহ গ) জনন ঘ) ভ্রূণ ৩. মাইটোসিস কোষ বিভাজনে কয়টি ক) ১টি খ) ২টি গ) ৩টি ঘ) ৪টি ৪. মাইটোসিস কোষ বিভাজনের ক) প্রোফেজ খ) মেটাফেজ গ) অ্যানাফেজ ঘ) টেলোফেজ bbox=[14, 1218, 190, 1519]
physics-chapter-tag: তৃতীয় অধ্যায় : বল bbox=[14, 1623, 190, 1651]
q-number: ৬ bbox=[393, 1414, 399, 1425]
author-name-line-2: বুলবুল ইসলাম bbox=[834, 246, 908, 262]
q-text: মৌলিক বল— bbox=[396, 1579, 445, 1590]
biology-questions bbox=[14, 1218, 377, 1522]
article-right-headline: নির্বাচন, রমজান এবং মূল্যস্ফীতি bbox=[788, 96, 1101, 123]
photo-student-head bbox=[590, 1034, 616, 1062]
q-number: ১৫ bbox=[773, 1128, 785, 1139]
q-text: হিসাবরক্ষণের মূল ভিত্তি কী? bbox=[991, 991, 1084, 1002]
q-number: ১২ bbox=[576, 1353, 588, 1364]
photo-student-body bbox=[698, 1058, 744, 1102]
article-right-signature: লেখক : চক্ষুরোগ বিশেষজ্ঞ bbox=[1081, 430, 1173, 441]
article-right-email[interactable]: shah.b.islam@gmail.com bbox=[1081, 447, 1173, 458]
article-right bbox=[694, 90, 1182, 809]
syllabus-title: সিলেবাস bbox=[515, 831, 685, 883]
article-right-column-1 bbox=[707, 123, 935, 482]
q-text: কোনটি অনগদ লেনদেন? bbox=[991, 1143, 1075, 1154]
photo-student-body bbox=[205, 1062, 249, 1102]
option: খ) নিউক্লিয়াস bbox=[14, 1249, 62, 1260]
masthead-rule-thick bbox=[14, 74, 1186, 77]
paragraph: ৯৭০ সালে পাকিস্তানের প্রথম সাধারণ নির্বাচন ও মুক্তিযুদ্ধ পরবর্তী ভূমিকা বিষয়ে গত এক বছরে বহু আলোচনা-সমালোচনা হয়েছে। পূর্ব পাকিস্তানের জন্য নির্ধারিত ১৬২টি আসনের মধ্যে দুটি ছাড়া ১৬০টি আসনেই আওয়ামী লীগ জয়ী হয়েছিল। তৎকালীন রাজনৈতিক প্রেক্ষাপটে এ বিপুল জয়ের দুর্বল আমিন ও রাজা মিলন রয়। bbox=[14, 165, 230, 247]
syllabus-banner bbox=[14, 822, 1186, 889]
sub-question: নিচের কোনটি সঠিক? bbox=[197, 1398, 269, 1409]
q-text: মাল বিতরণ bbox=[782, 1204, 823, 1215]
hsc-columns bbox=[773, 944, 1180, 1404]
option: (ঘ) পিকলস bbox=[773, 1113, 813, 1124]
option: ঘ) ভ্রূণ bbox=[14, 1356, 38, 1367]
divider bbox=[393, 1124, 553, 1125]
q-number: ২৭ bbox=[572, 1655, 584, 1666]
